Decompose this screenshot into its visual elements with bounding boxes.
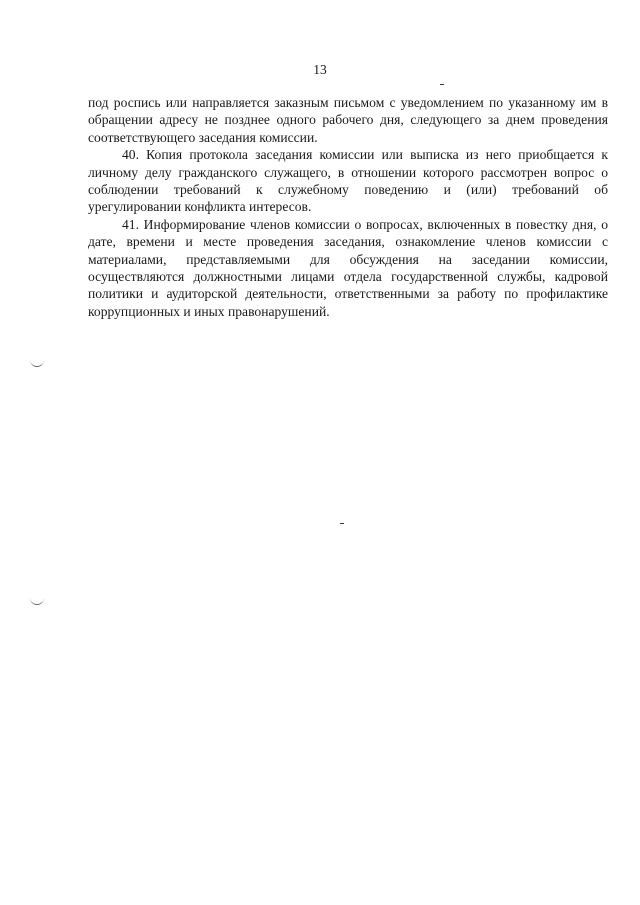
- scan-dash-top: [440, 84, 444, 85]
- document-body: [88, 94, 608, 320]
- paragraph-41: 41. Информирование членов комиссии о вопросах, включенных в повестку дня, о дате, времени и месте проведения заседания, ознакомление членов комиссии с материалами, представляемыми для обсуждения на заседании комиссии, осуществляются должностными лицами отдела государственной службы, кадровой политики и аудиторской деятельности, ответственными за работу по профилактике коррупционных и иных правонарушений.: [88, 216, 608, 319]
- scan-margin-mark-lower: [30, 598, 44, 605]
- paragraph-40: 40. Копия протокола заседания комиссии или выписка из него приобщается к личному делу гражданского служащего, в отношении которого рассмотрен вопрос о соблюдении требований к служебному поведению и (или) требований об урегулировании конфликта интересов.: [88, 147, 608, 215]
- scan-dash-middle: [340, 523, 344, 524]
- scan-margin-mark-upper: [30, 360, 44, 367]
- paragraph-continuation: под роспись или направляется заказным письмом с уведомлением по указанному им в обращении адресу не позднее одного рабочего дня, следующего за днем проведения соответствующего заседания комиссии.: [88, 95, 608, 145]
- page-number: 13: [313, 62, 327, 77]
